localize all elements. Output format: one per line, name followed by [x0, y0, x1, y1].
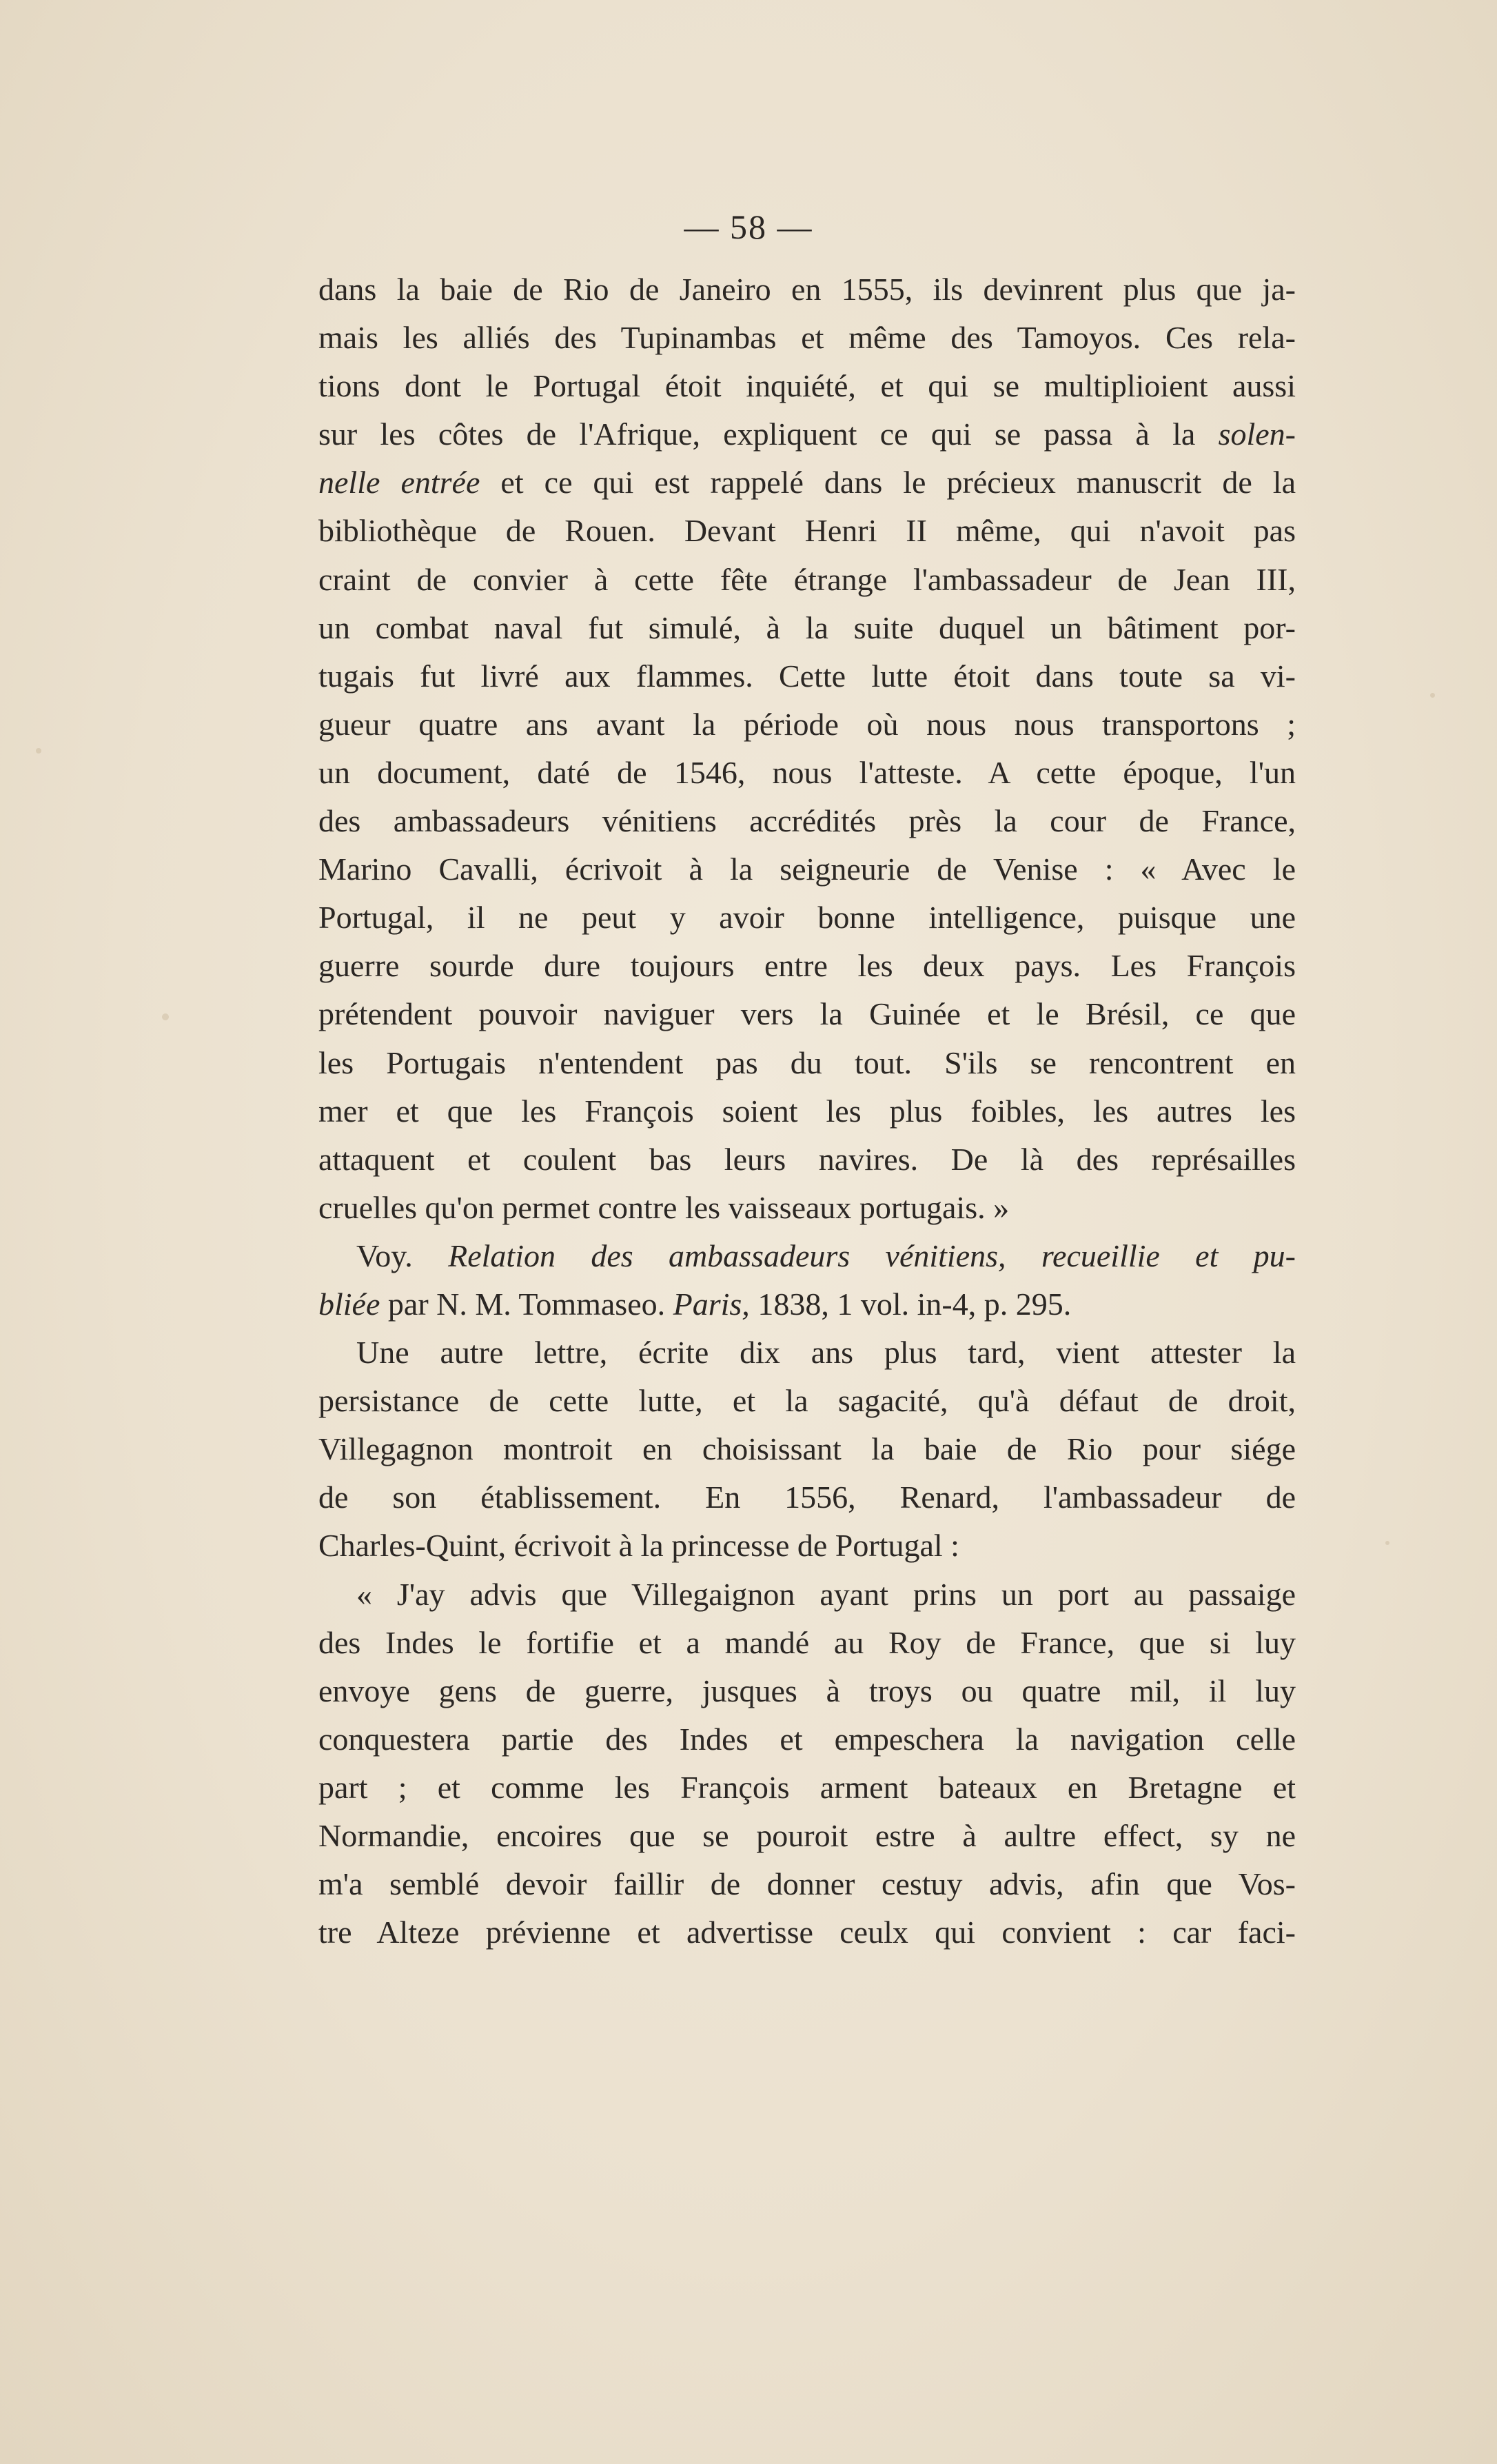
- text-line: [318, 652, 1296, 700]
- paper-speck: [36, 748, 41, 754]
- text-run: Portugal, il ne peut y avoir bonne intelligence, puisque une: [318, 900, 1296, 936]
- text-run: Normandie, encoires que se pouroit estre à aultre effect, sy ne: [318, 1818, 1296, 1853]
- text-run: bibliothèque de Rouen. Devant Henri II même, qui n'avoit pas: [318, 513, 1296, 549]
- text-line: [318, 1087, 1296, 1135]
- text-line: [318, 362, 1296, 410]
- text-run: attaquent et coulent bas leurs navires. De là des représailles: [318, 1141, 1296, 1177]
- text-run: les Portugais n'entendent pas du tout. S'ils se rencontrent en: [318, 1044, 1296, 1080]
- text-line: [318, 1039, 1296, 1087]
- text-run: des ambassadeurs vénitiens accrédités près la cour de France,: [318, 803, 1296, 839]
- text-line: [318, 1425, 1296, 1473]
- text-line: [318, 1715, 1296, 1764]
- text-line: [318, 1135, 1296, 1184]
- text-line: [318, 1377, 1296, 1425]
- text-line: [318, 1232, 1296, 1280]
- text-run: tions dont le Portugal étoit inquiété, et qui se multiplioient aussi: [318, 368, 1296, 404]
- text-line: [318, 1473, 1296, 1522]
- text-line: [318, 749, 1296, 797]
- text-run: des Indes le fortifie et a mandé au Roy de France, que si luy: [318, 1624, 1296, 1660]
- text-run: un document, daté de 1546, nous l'atteste. A cette époque, l'un: [318, 754, 1296, 790]
- italic-text: Paris,: [673, 1286, 750, 1322]
- text-run: conquestera partie des Indes et empeschera la navigation celle: [318, 1721, 1296, 1757]
- text-run: persistance de cette lutte, et la sagacité, qu'à défaut de droit,: [318, 1383, 1296, 1419]
- text-run: Voy.: [356, 1238, 449, 1273]
- text-run: « J'ay advis que Villegaignon ayant prins un port au passaige: [356, 1576, 1296, 1612]
- text-line: [318, 1860, 1296, 1908]
- text-line: [318, 1619, 1296, 1667]
- text-line: [318, 990, 1296, 1038]
- text-line: [318, 1812, 1296, 1860]
- body-text: [318, 265, 1296, 1957]
- text-line: [318, 604, 1296, 652]
- text-run: envoye gens de guerre, jusques à troys ou quatre mil, il luy: [318, 1673, 1296, 1708]
- text-line: [318, 797, 1296, 845]
- italic-text: Relation des ambassadeurs vénitiens, recueillie et pu-: [448, 1238, 1296, 1273]
- paper-speck: [1430, 693, 1435, 698]
- text-line: [318, 458, 1296, 507]
- text-line: [318, 1667, 1296, 1715]
- italic-text: bliée: [318, 1286, 380, 1322]
- text-line: [318, 314, 1296, 362]
- text-line: [318, 942, 1296, 990]
- text-run: et ce qui est rappelé dans le précieux manuscrit de la: [480, 465, 1296, 501]
- text-line: [318, 845, 1296, 893]
- text-run: dans la baie de Rio de Janeiro en 1555, ils devinrent plus que ja-: [318, 272, 1296, 307]
- text-run: part ; et comme les François arment bateaux en Bretagne et: [318, 1769, 1296, 1805]
- paper-speck: [162, 1013, 169, 1020]
- text-run: Marino Cavalli, écrivoit à la seigneurie de Venise : « Avec le: [318, 851, 1296, 887]
- text-run: de son établissement. En 1556, Renard, l'ambassadeur de: [318, 1480, 1296, 1515]
- text-run: mer et que les François soient les plus foibles, les autres les: [318, 1093, 1296, 1129]
- text-line: [318, 1329, 1296, 1377]
- text-run: prétendent pouvoir naviguer vers la Guinée et le Brésil, ce que: [318, 996, 1296, 1032]
- text-run: guerre sourde dure toujours entre les deux pays. Les François: [318, 948, 1296, 984]
- paper-speck: [1385, 1541, 1389, 1545]
- text-run: sur les côtes de l'Afrique, expliquent ce qui se passa à la: [318, 416, 1219, 452]
- text-line: [318, 1184, 1296, 1232]
- text-run: gueur quatre ans avant la période où nous nous transportons ;: [318, 706, 1296, 742]
- text-line: [318, 1571, 1296, 1619]
- text-run: mais les alliés des Tupinambas et même des Tamoyos. Ces rela-: [318, 320, 1296, 356]
- text-run: craint de convier à cette fête étrange l'ambassadeur de Jean III,: [318, 561, 1296, 597]
- text-run: m'a semblé devoir faillir de donner cestuy advis, afin que Vos-: [318, 1866, 1296, 1902]
- text-line: [318, 410, 1296, 458]
- text-line: [318, 700, 1296, 749]
- text-run: 1838, 1 vol. in-4, p. 295.: [749, 1286, 1072, 1322]
- italic-text: solen-: [1218, 416, 1296, 452]
- text-line: [318, 1522, 1296, 1570]
- page-number: — 58 —: [684, 208, 813, 246]
- text-line: [318, 893, 1296, 942]
- text-line: [318, 1280, 1296, 1329]
- italic-text: nelle entrée: [318, 465, 480, 501]
- text-run: Charles-Quint, écrivoit à la princesse de Portugal :: [318, 1528, 959, 1564]
- text-run: tre Alteze prévienne et advertisse ceulx qui convient : car faci-: [318, 1915, 1296, 1950]
- text-line: [318, 1764, 1296, 1812]
- text-run: un combat naval fut simulé, à la suite duquel un bâtiment por-: [318, 609, 1296, 645]
- text-line: [318, 265, 1296, 314]
- text-run: Villegagnon montroit en choisissant la baie de Rio pour siége: [318, 1431, 1296, 1467]
- text-line: [318, 556, 1296, 604]
- text-run: cruelles qu'on permet contre les vaisseaux portugais. »: [318, 1189, 1010, 1225]
- text-line: [318, 507, 1296, 555]
- text-run: par N. M. Tommaseo.: [380, 1286, 673, 1322]
- text-run: Une autre lettre, écrite dix ans plus tard, vient attester la: [356, 1335, 1296, 1371]
- text-run: tugais fut livré aux flammes. Cette lutte étoit dans toute sa vi-: [318, 658, 1296, 694]
- text-line: [318, 1908, 1296, 1957]
